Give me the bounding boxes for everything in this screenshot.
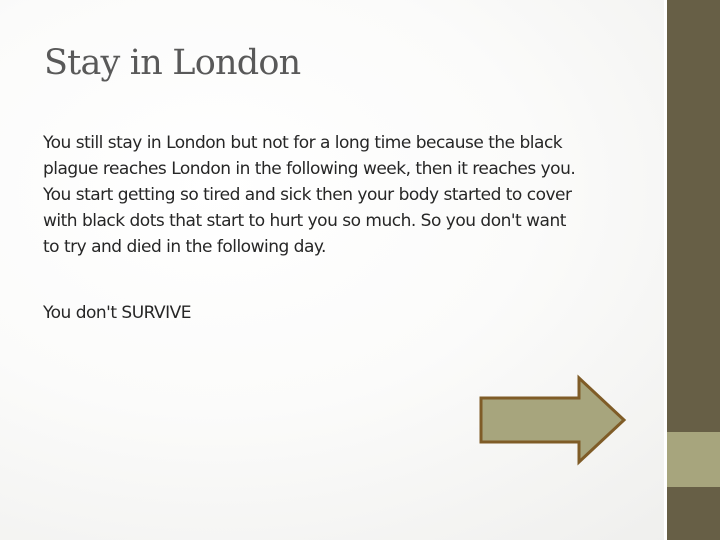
sidebar-band-light (667, 432, 720, 487)
paragraph-line: to try and died in the following day. (43, 237, 326, 257)
paragraph-line: with black dots that start to hurt you so much. So you don't want (43, 211, 566, 231)
paragraph-line: You still stay in London but not for a long time because the black (43, 133, 563, 153)
story-paragraph (43, 130, 653, 260)
slide-title: Stay in London (44, 43, 301, 83)
paragraph-line: You start getting so tired and sick then your body started to cover (43, 185, 572, 205)
arrow-shape[interactable] (481, 378, 624, 462)
sidebar-band-dark-top (667, 0, 720, 432)
sidebar-band-dark-bottom (667, 487, 720, 540)
paragraph-line: plague reaches London in the following week, then it reaches you. (43, 159, 576, 179)
right-arrow-icon[interactable] (476, 374, 628, 466)
outcome-text: You don't SURVIVE (43, 303, 192, 323)
